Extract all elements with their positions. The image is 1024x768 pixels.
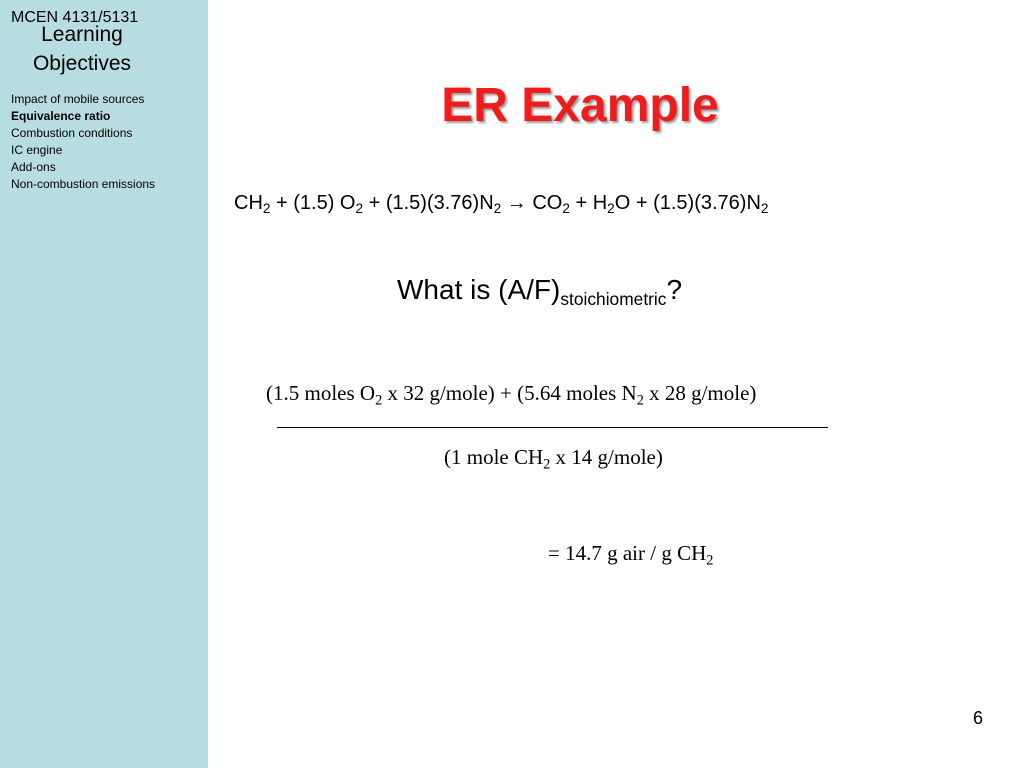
eq-text: CO [532,192,563,214]
objective-item: Impact of mobile sources [11,92,145,106]
objective-item: Non-combustion emissions [11,177,156,191]
eq-subscript: 2 [760,201,769,217]
numer-text: x 28 g/mole) [643,381,757,405]
question-mark: ? [666,274,683,305]
objectives-list [11,91,155,193]
heading-line-2: Objectives [32,52,132,75]
learning-objectives-heading [19,20,145,78]
sidebar [0,0,208,768]
eq-subscript: 2 [607,201,615,217]
eq-text: + (1.5)(3.76)N [363,192,494,214]
numer-text: (1.5 moles O [266,381,376,405]
numer-text: x 32 g/mole) + (5.64 moles N [382,381,637,405]
eq-subscript: 2 [355,201,364,217]
numer-subscript: 2 [636,392,644,409]
objective-item: IC engine [11,143,63,157]
denom-subscript: 2 [543,456,551,473]
denom-text: x 14 g/mole) [550,445,663,469]
fraction-numerator [266,381,757,409]
slide-title: ER Example [441,79,719,132]
objective-item: Add-ons [11,160,56,174]
arrow-icon: → [501,192,533,214]
objective-item-active: Equivalence ratio [11,109,111,123]
reaction-equation [234,192,768,215]
denom-text: (1 mole CH [444,445,544,469]
result-subscript: 2 [706,552,714,569]
question-subscript: stoichiometric [560,289,667,310]
objective-item: Combustion conditions [11,126,133,140]
result-text: = 14.7 g air / g CH [548,541,707,565]
page-number: 6 [973,708,984,728]
eq-subscript: 2 [262,201,271,217]
fraction-denominator [444,445,663,473]
numer-subscript: 2 [375,392,383,409]
eq-subscript: 2 [493,201,502,217]
heading-line-1: Learning [41,23,123,46]
eq-text: CH [234,192,263,214]
eq-text: + H [569,192,608,214]
result [548,541,714,569]
eq-text: + (1.5) O [270,192,356,214]
question-text: What is (A/F) [397,274,561,305]
eq-subscript: 2 [562,201,570,217]
course-code: MCEN 4131/5131 [11,9,139,26]
question [397,274,683,310]
fraction-bar [277,427,828,428]
eq-text: O + (1.5)(3.76)N [614,192,761,214]
